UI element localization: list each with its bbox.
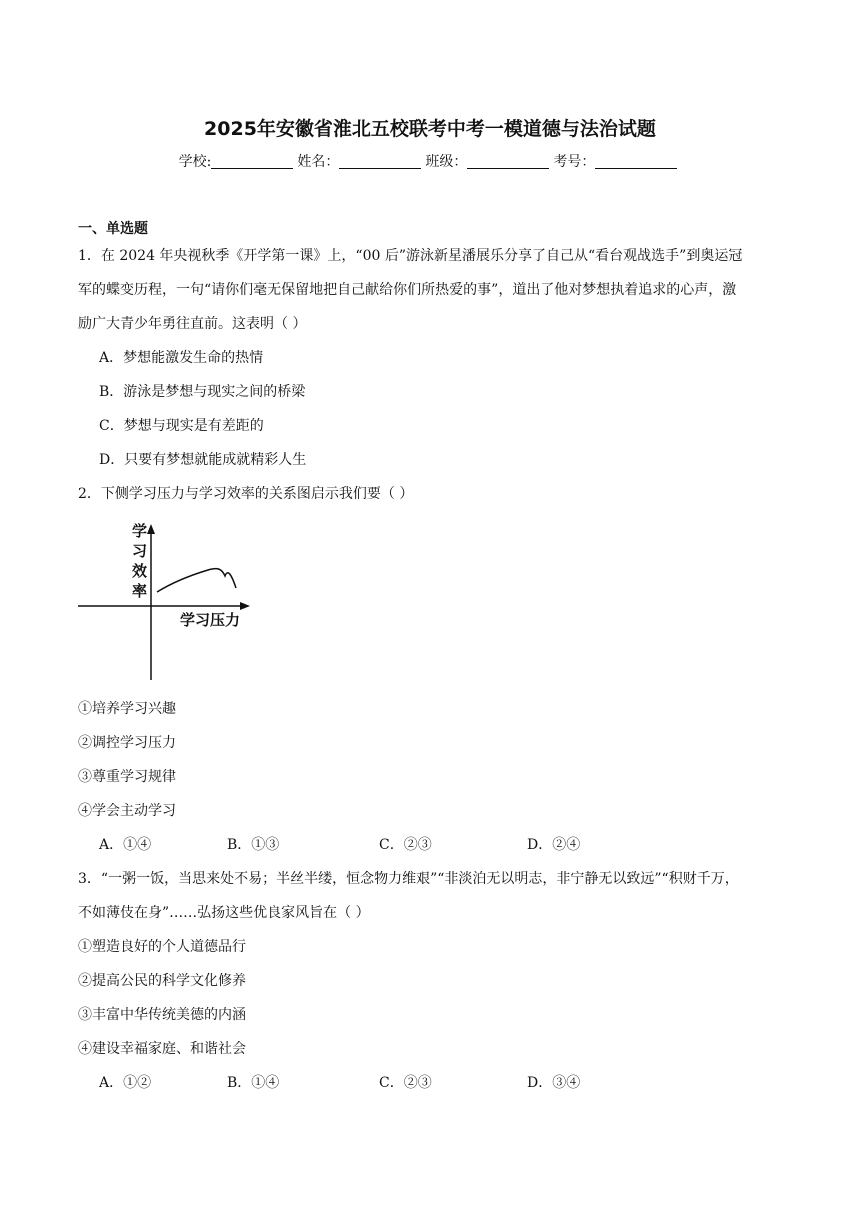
school-blank[interactable] (211, 154, 293, 169)
graph-x-arrow (240, 602, 250, 610)
q1-option-d[interactable]: D．只要有梦想就能成就精彩人生 (99, 452, 307, 468)
page-title: 2025年安徽省淮北五校联考中考一模道德与法治试题 (204, 118, 656, 140)
graph-y-label-2: 习 (132, 542, 148, 560)
q2-statement-4: ④学会主动学习 (78, 803, 176, 819)
q2-statement-1: ①培养学习兴趣 (78, 701, 176, 717)
q2-option-d[interactable]: D．②④ (527, 837, 581, 853)
q2-option-c[interactable]: C．②③ (379, 837, 432, 853)
q1-stem-line-2: 军的蝶变历程，一句“请你们毫无保留地把自己献给你们所热爱的事”，道出了他对梦想执着追求的心声，激 (78, 282, 737, 298)
q1-stem-line-1: 1．在 2024 年央视秋季《开学第一课》上，“00 后”游泳新星潘展乐分享了自己从“看台观战选手”到奥运冠 (78, 248, 743, 264)
graph-curve (157, 569, 236, 592)
q3-option-d[interactable]: D．③④ (527, 1075, 581, 1091)
graph-y-label-1: 学 (132, 522, 148, 540)
q1-option-c[interactable]: C．梦想与现实是有差距的 (99, 418, 264, 434)
q1-option-b[interactable]: B．游泳是梦想与现实之间的桥梁 (99, 384, 306, 400)
student-info-fields (0, 151, 860, 171)
q2-stem: 2．下侧学习压力与学习效率的关系图启示我们要（ ） (78, 486, 414, 502)
q2-statement-3: ③尊重学习规律 (78, 769, 176, 785)
q3-statement-2: ②提高公民的科学文化修养 (78, 973, 246, 989)
section-heading: 一、单选题 (78, 221, 148, 237)
q3-option-c[interactable]: C．②③ (379, 1075, 432, 1091)
exam-number-blank[interactable] (595, 154, 677, 169)
graph-y-label-4: 率 (132, 582, 148, 600)
pressure-efficiency-graph (70, 518, 260, 688)
class-blank[interactable] (467, 154, 549, 169)
q3-option-a[interactable]: A．①② (99, 1075, 152, 1091)
school-label: 学校: (178, 154, 212, 170)
exam-number-label: 考号： (553, 154, 596, 170)
q3-statement-1: ①塑造良好的个人道德品行 (78, 939, 246, 955)
graph-x-label: 学习压力 (180, 611, 241, 629)
q3-statement-3: ③丰富中华传统美德的内涵 (78, 1007, 246, 1023)
q2-statement-2: ②调控学习压力 (78, 735, 176, 751)
q1-stem-line-3: 励广大青少年勇往直前。这表明（ ） (78, 316, 307, 332)
q1-option-a[interactable]: A．梦想能激发生命的热情 (99, 350, 264, 366)
name-label: 姓名： (297, 154, 340, 170)
q3-option-b[interactable]: B．①④ (227, 1075, 280, 1091)
class-label: 班级： (425, 154, 468, 170)
q3-statement-4: ④建设幸福家庭、和谐社会 (78, 1041, 246, 1057)
graph-y-arrow (147, 524, 155, 534)
name-blank[interactable] (339, 154, 421, 169)
q3-stem-line-2: 不如薄伎在身”……弘扬这些优良家风旨在（ ） (78, 905, 370, 921)
q2-option-a[interactable]: A．①④ (99, 837, 152, 853)
graph-y-label-3: 效 (132, 562, 148, 580)
q3-stem-line-1: 3．“一粥一饭，当思来处不易；半丝半缕，恒念物力维艰”“非淡泊无以明志，非宁静无以致远”“积财千万， (78, 871, 739, 887)
q2-option-b[interactable]: B．①③ (227, 837, 280, 853)
